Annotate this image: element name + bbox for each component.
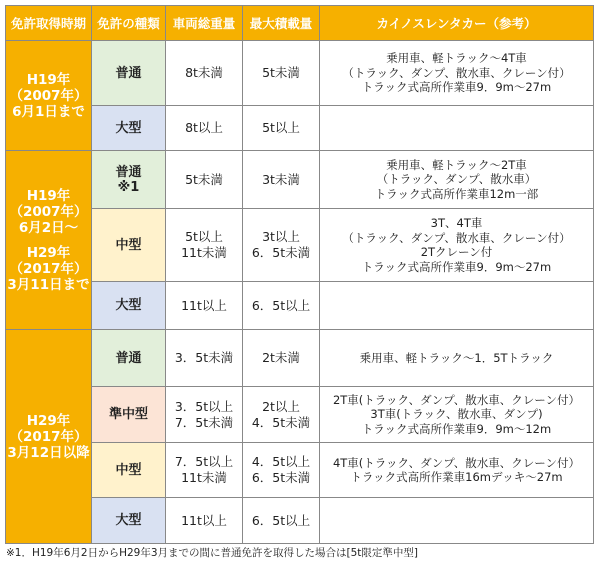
license-type-label: 大型 <box>115 513 142 528</box>
license-type-cell <box>92 209 166 282</box>
gross-weight-cell <box>166 498 243 544</box>
rental-cell <box>320 151 594 209</box>
license-type-cell <box>92 330 166 387</box>
period-line: 3月11日まで <box>7 276 90 293</box>
gross-weight-value: 3．5t以上 <box>174 398 234 414</box>
max-load-cell <box>243 443 320 498</box>
header-max-load: 最大積載量 <box>243 6 320 41</box>
max-load-value: 6．5t以上 <box>251 512 311 528</box>
max-load-cell <box>243 41 320 106</box>
rental-cell <box>320 330 594 387</box>
max-load-cell <box>243 106 320 151</box>
rental-line: （トラック、ダンプ、散水車、クレーン付） <box>342 65 571 80</box>
period-line: H19年 <box>26 187 71 204</box>
header-row <box>6 6 594 41</box>
rental-line: トラック式高所作業車16mデッキ～27m <box>350 470 563 484</box>
license-type-cell <box>92 41 166 106</box>
header-license-type: 免許の種類 <box>92 6 166 41</box>
max-load-cell <box>243 387 320 443</box>
table-row <box>6 498 594 544</box>
rental-line: トラック式高所作業車9．9m～27m <box>361 259 552 274</box>
table-row <box>6 106 594 151</box>
max-load-value: 5t以上 <box>262 120 300 135</box>
table-row <box>6 282 594 330</box>
gross-weight-value: 11t未満 <box>181 470 227 485</box>
period-cell <box>6 151 92 330</box>
max-load-value: 2t未満 <box>262 350 300 365</box>
header-period: 免許取得時期 <box>6 6 92 41</box>
max-load-value: 6．5t以上 <box>251 297 311 313</box>
rental-line: （トラック、ダンプ、散水車、クレーン付） <box>342 230 571 245</box>
period-line: 3月12日以降 <box>7 444 90 461</box>
footnote: ※1．H19年6月2日からH29年3月までの間に普通免許を取得した場合は[5t限定準中型] <box>6 547 419 559</box>
gross-weight-value: 11t以上 <box>181 512 227 528</box>
max-load-value: 2t以上 <box>262 398 300 414</box>
max-load-value: 6．5t未満 <box>251 245 311 260</box>
gross-weight-value: 3．5t未満 <box>174 350 234 365</box>
max-load-value: 5t未満 <box>262 65 300 80</box>
max-load-cell <box>243 151 320 209</box>
license-type-cell <box>92 151 166 209</box>
rental-line: 2Tクレーン付 <box>420 245 493 259</box>
rental-line: トラック式高所作業車9．9m～12m <box>361 421 552 436</box>
table-row <box>6 151 594 209</box>
period-line: （2007年） <box>9 203 88 220</box>
license-type-cell <box>92 106 166 151</box>
period-line: （2007年） <box>9 87 88 104</box>
period-line: H29年 <box>26 244 71 261</box>
license-type-label: 普通 <box>115 65 142 81</box>
rental-cell <box>320 282 594 330</box>
license-type-label: 普通 <box>115 164 142 180</box>
max-load-value: 3t未満 <box>262 171 300 187</box>
license-type-cell <box>92 498 166 544</box>
period-line: 6月2日～ <box>18 219 79 236</box>
max-load-value: 4．5t未満 <box>251 414 311 430</box>
rental-cell <box>320 41 594 106</box>
gross-weight-value: 5t未満 <box>185 171 223 187</box>
gross-weight-value: 11t以上 <box>181 297 227 313</box>
period-line: 6月1日まで <box>12 103 85 120</box>
max-load-cell <box>243 209 320 282</box>
gross-weight-cell <box>166 41 243 106</box>
table-row <box>6 387 594 443</box>
rental-line: トラック式高所作業車9．9m～27m <box>361 80 552 95</box>
gross-weight-value: 8t以上 <box>185 120 223 135</box>
max-load-cell <box>243 282 320 330</box>
rental-line: 乗用車、軽トラック～1．5Tトラック <box>359 350 554 365</box>
gross-weight-value: 5t以上 <box>185 229 223 244</box>
license-type-label: 大型 <box>115 120 142 136</box>
rental-line: 乗用車、軽トラック～2T車 <box>386 157 527 172</box>
max-load-value: 3t以上 <box>262 229 300 244</box>
table-row <box>6 330 594 387</box>
license-type-label: 中型 <box>115 237 142 253</box>
rental-line: トラック式高所作業車12m一部 <box>374 186 539 201</box>
table-row <box>6 209 594 282</box>
rental-cell <box>320 106 594 151</box>
rental-line: 乗用車、軽トラック～4T車 <box>386 51 527 66</box>
rental-cell <box>320 443 594 498</box>
license-type-label: 大型 <box>115 298 142 313</box>
max-load-value: 6．5t未満 <box>251 470 311 485</box>
rental-line: 4T車(トラック、ダンプ、散水車、クレーン付） <box>332 455 581 470</box>
period-line: （2017年） <box>9 428 88 445</box>
gross-weight-value: 7．5t未満 <box>174 414 234 430</box>
rental-cell <box>320 498 594 544</box>
max-load-value: 4．5t以上 <box>251 454 311 469</box>
period-line: H19年 <box>26 71 71 88</box>
max-load-cell <box>243 330 320 387</box>
rental-line: 3T車(トラック、散水車、ダンプ) <box>370 407 543 422</box>
rental-line: （トラック、ダンプ、散水車） <box>376 172 537 187</box>
gross-weight-cell <box>166 151 243 209</box>
gross-weight-cell <box>166 282 243 330</box>
license-type-label: 中型 <box>115 462 142 478</box>
license-type-cell <box>92 443 166 498</box>
table-row <box>6 41 594 106</box>
header-rental: カイノスレンタカー（参考） <box>320 6 594 41</box>
rental-cell <box>320 209 594 282</box>
period-line: H29年 <box>26 412 71 429</box>
period-spacer <box>6 236 91 245</box>
gross-weight-value: 7．5t以上 <box>174 454 234 469</box>
gross-weight-cell <box>166 443 243 498</box>
license-table <box>5 5 594 544</box>
gross-weight-value: 11t未満 <box>181 245 227 260</box>
period-line: （2017年） <box>9 260 88 277</box>
header-gross-weight: 車両総重量 <box>166 6 243 41</box>
license-type-cell <box>92 387 166 443</box>
gross-weight-value: 8t未満 <box>185 65 223 80</box>
footnote-marker: ※1 <box>117 179 140 195</box>
license-type-label: 普通 <box>115 350 142 366</box>
rental-line: 2T車(トラック、ダンプ、散水車、クレーン付） <box>332 392 581 407</box>
gross-weight-cell <box>166 106 243 151</box>
rental-cell <box>320 387 594 443</box>
gross-weight-cell <box>166 330 243 387</box>
license-type-label: 準中型 <box>108 407 148 422</box>
period-cell <box>6 41 92 151</box>
period-cell <box>6 330 92 544</box>
gross-weight-cell <box>166 387 243 443</box>
table-row <box>6 443 594 498</box>
gross-weight-cell <box>166 209 243 282</box>
max-load-cell <box>243 498 320 544</box>
license-type-cell <box>92 282 166 330</box>
rental-line: 3T、4T車 <box>430 216 483 230</box>
